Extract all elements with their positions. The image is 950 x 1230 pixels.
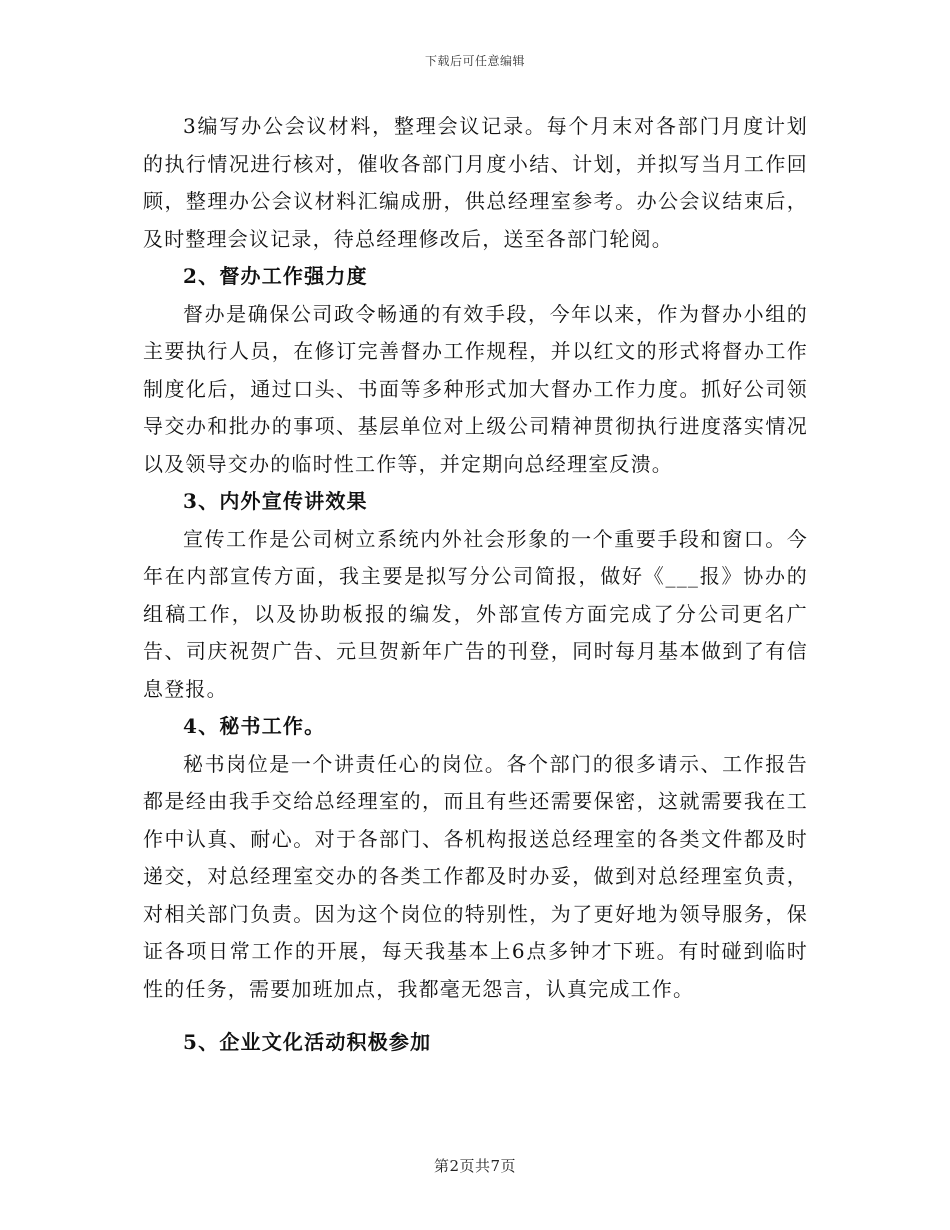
document-body: [143, 108, 808, 1062]
paragraph-meeting-materials: 3编写办公会议材料，整理会议记录。每个月末对各部门月度计划的执行情况进行核对，催收各部门月度小结、计划，并拟写当月工作回顾，整理办公会议材料汇编成册，供总经理室参考。办公会议结束后，及时整理会议记录，待总经理修改后，送至各部门轮阅。: [143, 114, 808, 251]
heading-supervision: 2、督办工作强力度: [183, 264, 368, 288]
heading-publicity: 3、内外宣传讲效果: [183, 489, 368, 513]
heading-secretary: 4、秘书工作。: [183, 714, 326, 738]
paragraph-publicity: 宣传工作是公司树立系统内外社会形象的一个重要手段和窗口。今年在内部宣传方面，我主要是拟写分公司简报，做好《___报》协办的组稿工作，以及协助板报的编发，外部宣传方面完成了分公司更名广告、司庆祝贺广告、元旦贺新年广告的刊登，同时每月基本做到了有信息登报。: [143, 526, 808, 701]
heading-corporate-culture: 5、企业文化活动积极参加: [183, 1030, 432, 1054]
page-footer: 第2页共7页: [433, 1157, 517, 1175]
paragraph-supervision: 督办是确保公司政令畅通的有效手段，今年以来，作为督办小组的主要执行人员，在修订完善督办工作规程，并以红文的形式将督办工作制度化后，通过口头、书面等多种形式加大督办工作力度。抓好公司领导交办和批办的事项、基层单位对上级公司精神贯彻执行进度落实情况以及领导交办的临时性工作等，并定期向总经理室反溃。: [143, 301, 808, 476]
paragraph-secretary: 秘书岗位是一个讲责任心的岗位。各个部门的很多请示、工作报告都是经由我手交给总经理室的，而且有些还需要保密，这就需要我在工作中认真、耐心。对于各部门、各机构报送总经理室的各类文件都及时递交，对总经理室交办的各类工作都及时办妥，做到对总经理室负责，对相关部门负责。因为这个岗位的特别性，为了更好地为领导服务，保证各项日常工作的开展，每天我基本上6点多钟才下班。有时碰到临时性的任务，需要加班加点，我都毫无怨言，认真完成工作。: [143, 751, 808, 1001]
page-header: 下载后可任意编辑: [424, 54, 525, 68]
